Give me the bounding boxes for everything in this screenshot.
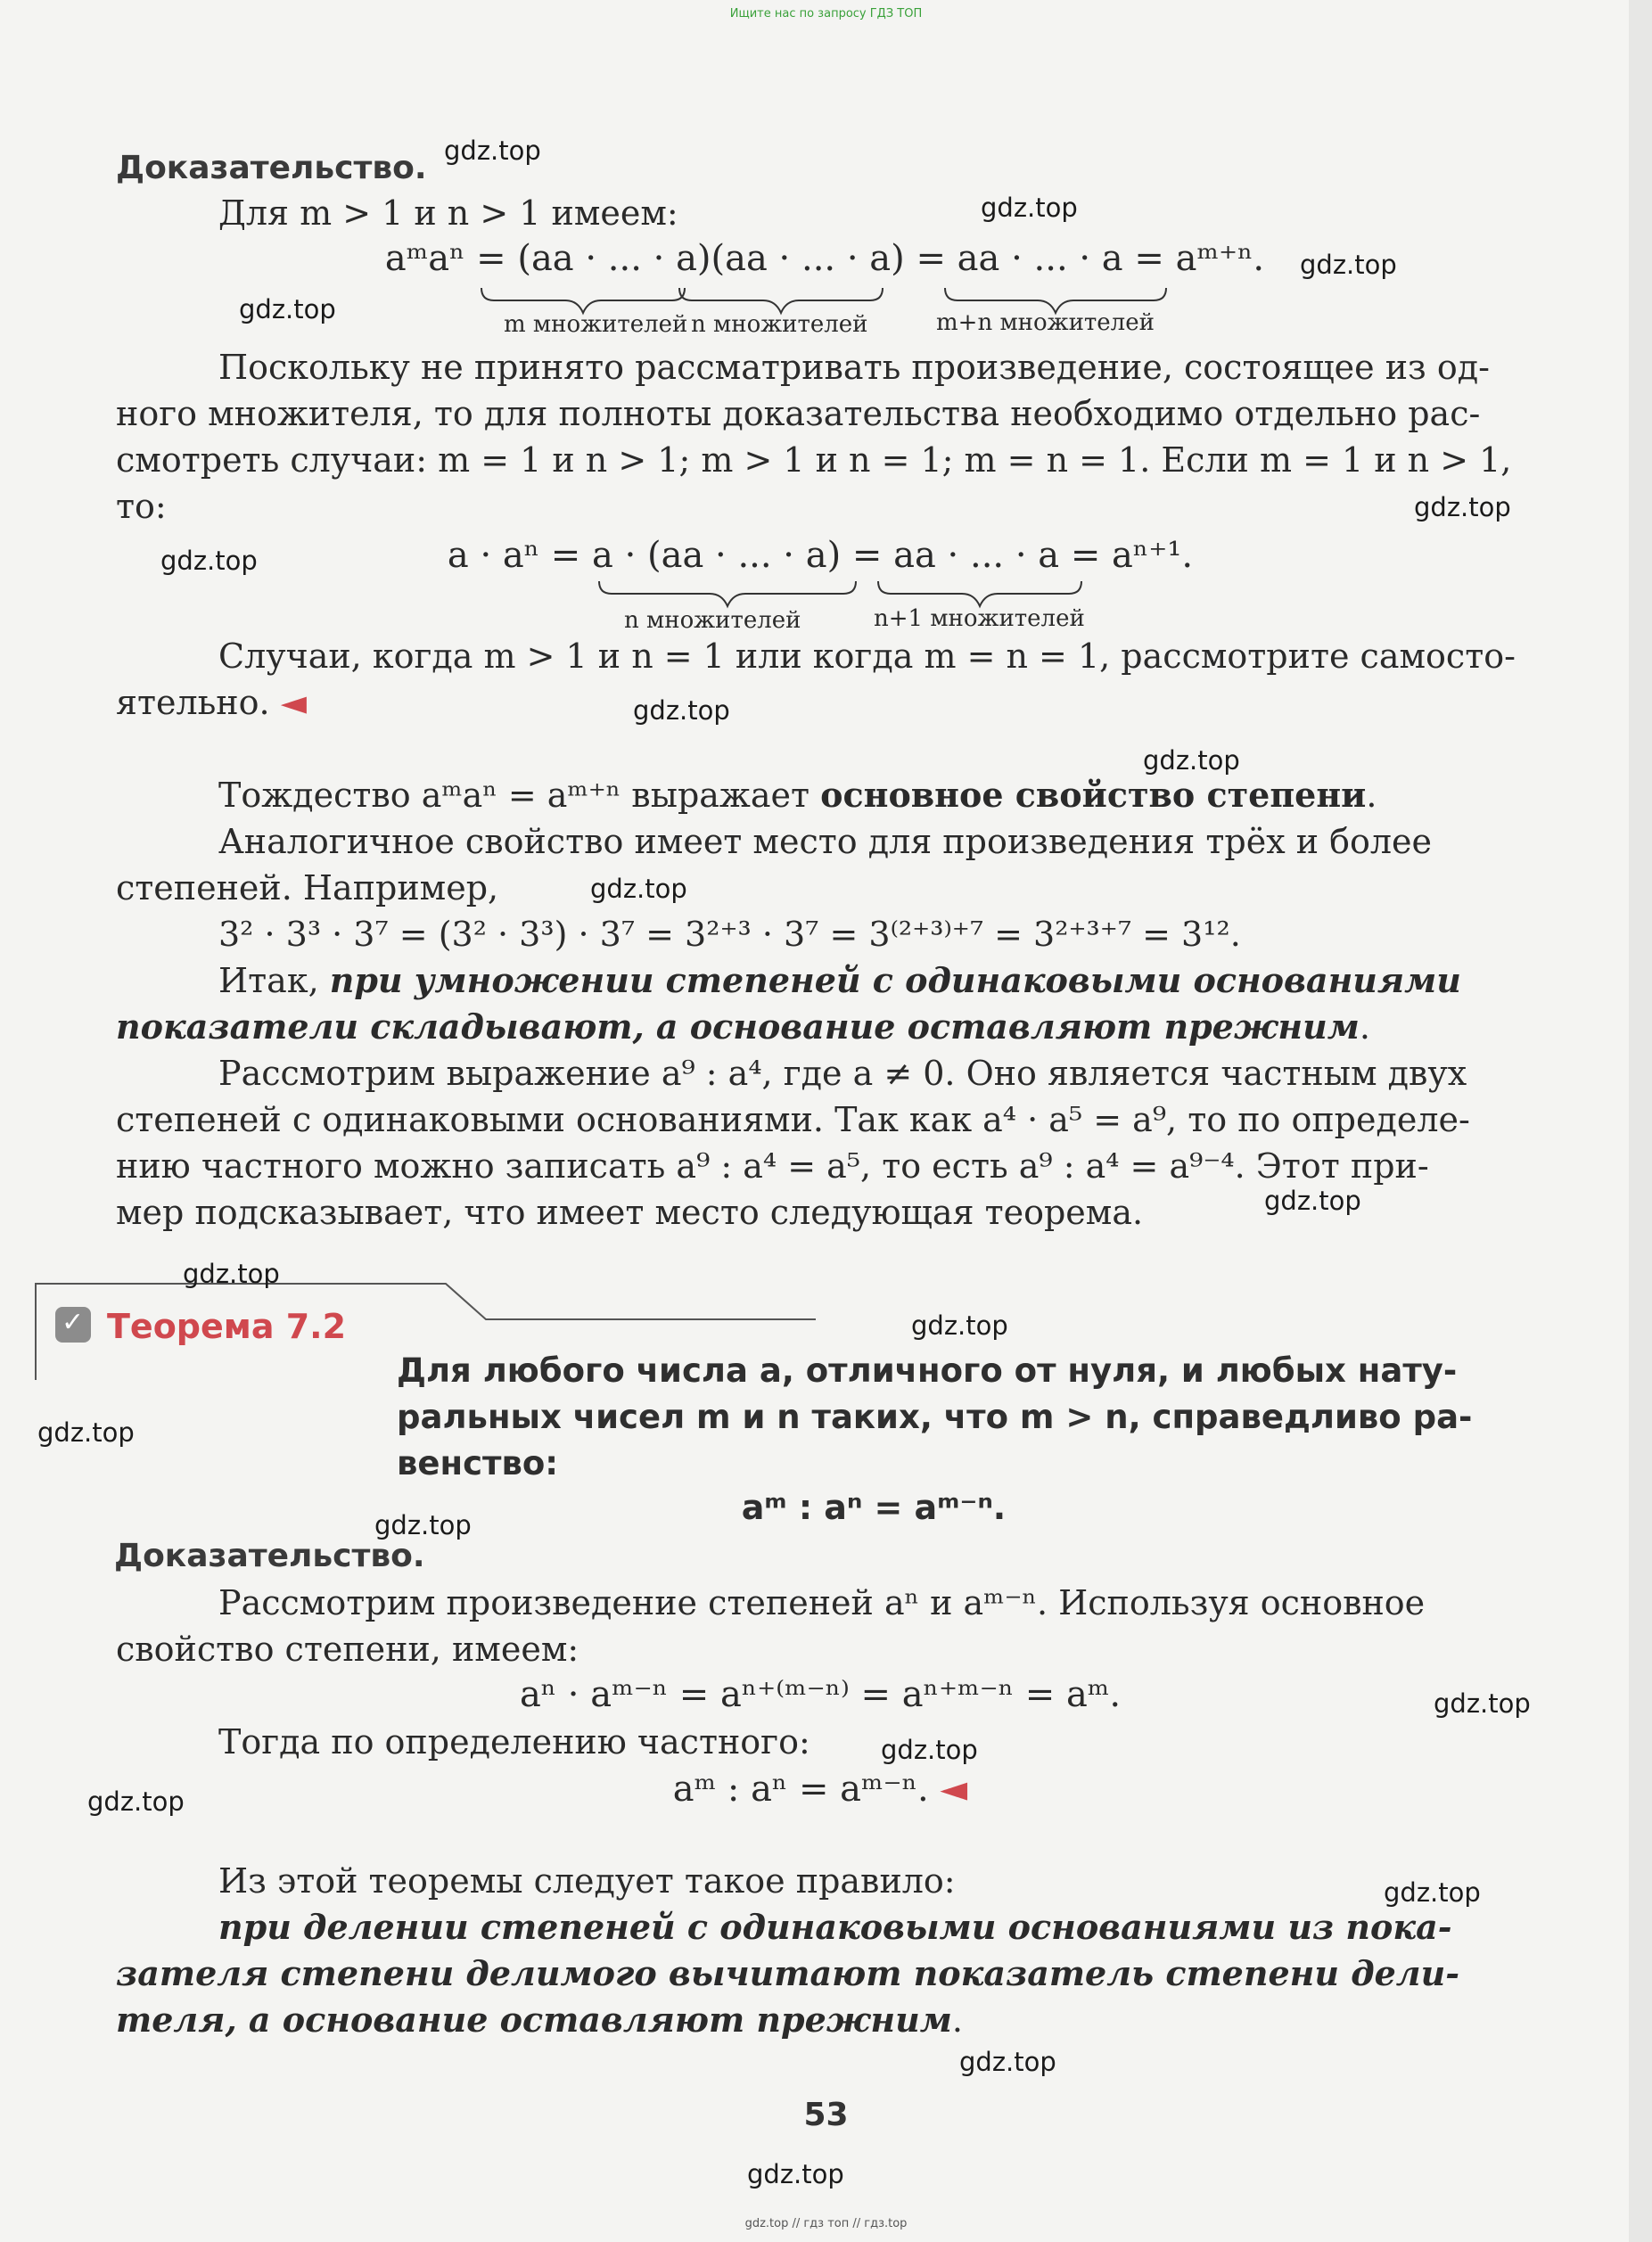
key-term: основное свойство степени bbox=[820, 775, 1367, 815]
watermark: gdz.top bbox=[633, 695, 730, 726]
rule-text: при умножении степеней с одинаковыми основаниями bbox=[329, 960, 1461, 1000]
body-line: мер подсказывает, что имеет место следующая теорема. bbox=[116, 1193, 1144, 1232]
body-text: Итак, bbox=[218, 961, 330, 1000]
top-banner[interactable]: Ищите нас по запросу ГДЗ ТОП bbox=[729, 7, 923, 21]
watermark: gdz.top bbox=[1414, 492, 1511, 522]
formula-example: 3² · 3³ · 3⁷ = (3² · 3³) · 3⁷ = 3²⁺³ · 3⁷ = 3⁽²⁺³⁾⁺⁷ = 3²⁺³⁺⁷ = 3¹². bbox=[218, 915, 1241, 954]
proof-paragraph-line: Случаи, когда m > 1 и n = 1 или когда m = n = 1, рассмотрите самосто- bbox=[218, 636, 1516, 676]
proof-line: Рассмотрим произведение степеней aⁿ и aᵐ⁻ⁿ. Используя основное bbox=[218, 1583, 1426, 1622]
proof-heading: Доказательство. bbox=[114, 1538, 425, 1574]
proof-paragraph-line: то: bbox=[116, 487, 167, 526]
theorem-title: Теорема 7.2 bbox=[107, 1307, 347, 1346]
watermark: gdz.top bbox=[160, 546, 258, 576]
formula-proof: aⁿ · aᵐ⁻ⁿ = aⁿ⁺⁽ᵐ⁻ⁿ⁾ = aⁿ⁺ᵐ⁻ⁿ = aᵐ. bbox=[519, 1674, 1122, 1715]
formula-quotient bbox=[553, 1767, 1088, 1811]
body-line: Аналогичное свойство имеет место для произведения трёх и более bbox=[218, 822, 1432, 861]
watermark: gdz.top bbox=[183, 1259, 280, 1289]
brace-label-m: m множителей bbox=[504, 311, 688, 338]
proof-end-marker: ◄ bbox=[940, 1769, 968, 1810]
bottom-banner[interactable]: gdz.top // гдз топ // гдз.top bbox=[744, 2217, 908, 2230]
formula-case: a · aⁿ = a · (aa · ... · a) = aa · ... · a = aⁿ⁺¹. bbox=[447, 535, 1194, 576]
proof-paragraph-line: Поскольку не принято рассматривать произведение, состоящее из од- bbox=[218, 348, 1490, 387]
watermark: gdz.top bbox=[1434, 1688, 1531, 1719]
watermark: gdz.top bbox=[1264, 1186, 1361, 1216]
rule-text: показатели складывают, а основание оставляют прежним bbox=[116, 1006, 1360, 1047]
body-line: нию частного можно записать a⁹ : a⁴ = a⁵, то есть a⁹ : a⁴ = a⁹⁻⁴. Этот при- bbox=[116, 1146, 1429, 1186]
rule-line bbox=[116, 1006, 1370, 1048]
body-text: . bbox=[951, 2000, 963, 2040]
body-line bbox=[218, 774, 1377, 817]
watermark: gdz.top bbox=[881, 1735, 978, 1765]
brace-label-mn: m+n множителей bbox=[936, 309, 1155, 336]
watermark: gdz.top bbox=[239, 294, 336, 324]
brace-label-n2: n множителей bbox=[624, 607, 801, 634]
brace-label-n: n множителей bbox=[691, 311, 868, 338]
rule-intro: Из этой теоремы следует такое правило: bbox=[218, 1861, 956, 1901]
body-line: степеней. Например, bbox=[116, 868, 499, 907]
brace-label-n1: n+1 множителей bbox=[874, 605, 1085, 632]
rule-line bbox=[218, 959, 1461, 1002]
theorem-line: венство: bbox=[397, 1444, 559, 1482]
rule-text: теля, а основание оставляют прежним bbox=[116, 2000, 952, 2040]
rule-line: зателя степени делимого вычитают показатель степени дели- bbox=[116, 1953, 1460, 1993]
body-text: Тождество aᵐaⁿ = aᵐ⁺ⁿ выражает bbox=[218, 776, 821, 815]
proof-paragraph-text: ятельно. bbox=[116, 683, 270, 722]
watermark: gdz.top bbox=[444, 136, 541, 166]
watermark: gdz.top bbox=[981, 193, 1078, 223]
proof-line: свойство степени, имеем: bbox=[116, 1630, 579, 1669]
formula-product: aᵐaⁿ = (aa · ... · a)(aa · ... · a) = aa · ... · a = aᵐ⁺ⁿ. bbox=[384, 238, 1265, 279]
body-text: . bbox=[1366, 776, 1377, 815]
watermark: gdz.top bbox=[1384, 1877, 1481, 1908]
watermark: gdz.top bbox=[911, 1310, 1008, 1341]
theorem-line: Для любого числа a, отличного от нуля, и любых нату- bbox=[397, 1351, 1458, 1390]
theorem-check-icon bbox=[55, 1307, 91, 1343]
rule-line: при делении степеней с одинаковыми основаниями из пока- bbox=[218, 1907, 1452, 1947]
proof-heading: Доказательство. bbox=[116, 150, 427, 186]
formula-text: aᵐ : aⁿ = aᵐ⁻ⁿ. bbox=[672, 1769, 929, 1810]
proof-paragraph-line: смотреть случаи: m = 1 и n > 1; m > 1 и n = 1; m = n = 1. Если m = 1 и n > 1, bbox=[116, 440, 1512, 480]
watermark: gdz.top bbox=[1143, 745, 1240, 776]
watermark: gdz.top bbox=[959, 2047, 1056, 2077]
theorem-line: ральных чисел m и n таких, что m > n, справедливо ра- bbox=[397, 1398, 1473, 1436]
watermark: gdz.top bbox=[590, 874, 687, 904]
watermark: gdz.top bbox=[37, 1417, 135, 1448]
watermark: gdz.top bbox=[87, 1786, 185, 1817]
theorem-formula: aᵐ : aⁿ = aᵐ⁻ⁿ. bbox=[741, 1488, 1007, 1527]
body-text: . bbox=[1359, 1007, 1370, 1047]
watermark: gdz.top bbox=[374, 1510, 472, 1540]
page-number: 53 bbox=[803, 2097, 849, 2133]
proof-end-marker: ◄ bbox=[280, 683, 307, 722]
watermark: gdz.top bbox=[1300, 250, 1397, 280]
proof-line: Тогда по определению частного: bbox=[218, 1722, 810, 1762]
proof-intro: Для m > 1 и n > 1 имеем: bbox=[218, 193, 678, 233]
body-line: степеней с одинаковыми основаниями. Так как a⁴ · a⁵ = a⁹, то по определе- bbox=[116, 1100, 1470, 1139]
watermark: gdz.top bbox=[747, 2159, 844, 2189]
body-line: Рассмотрим выражение a⁹ : a⁴, где a ≠ 0. Оно является частным двух bbox=[218, 1054, 1467, 1093]
proof-paragraph-line bbox=[116, 681, 307, 724]
rule-line bbox=[116, 1999, 963, 2041]
proof-paragraph-line: ного множителя, то для полноты доказательства необходимо отдельно рас- bbox=[116, 394, 1481, 433]
